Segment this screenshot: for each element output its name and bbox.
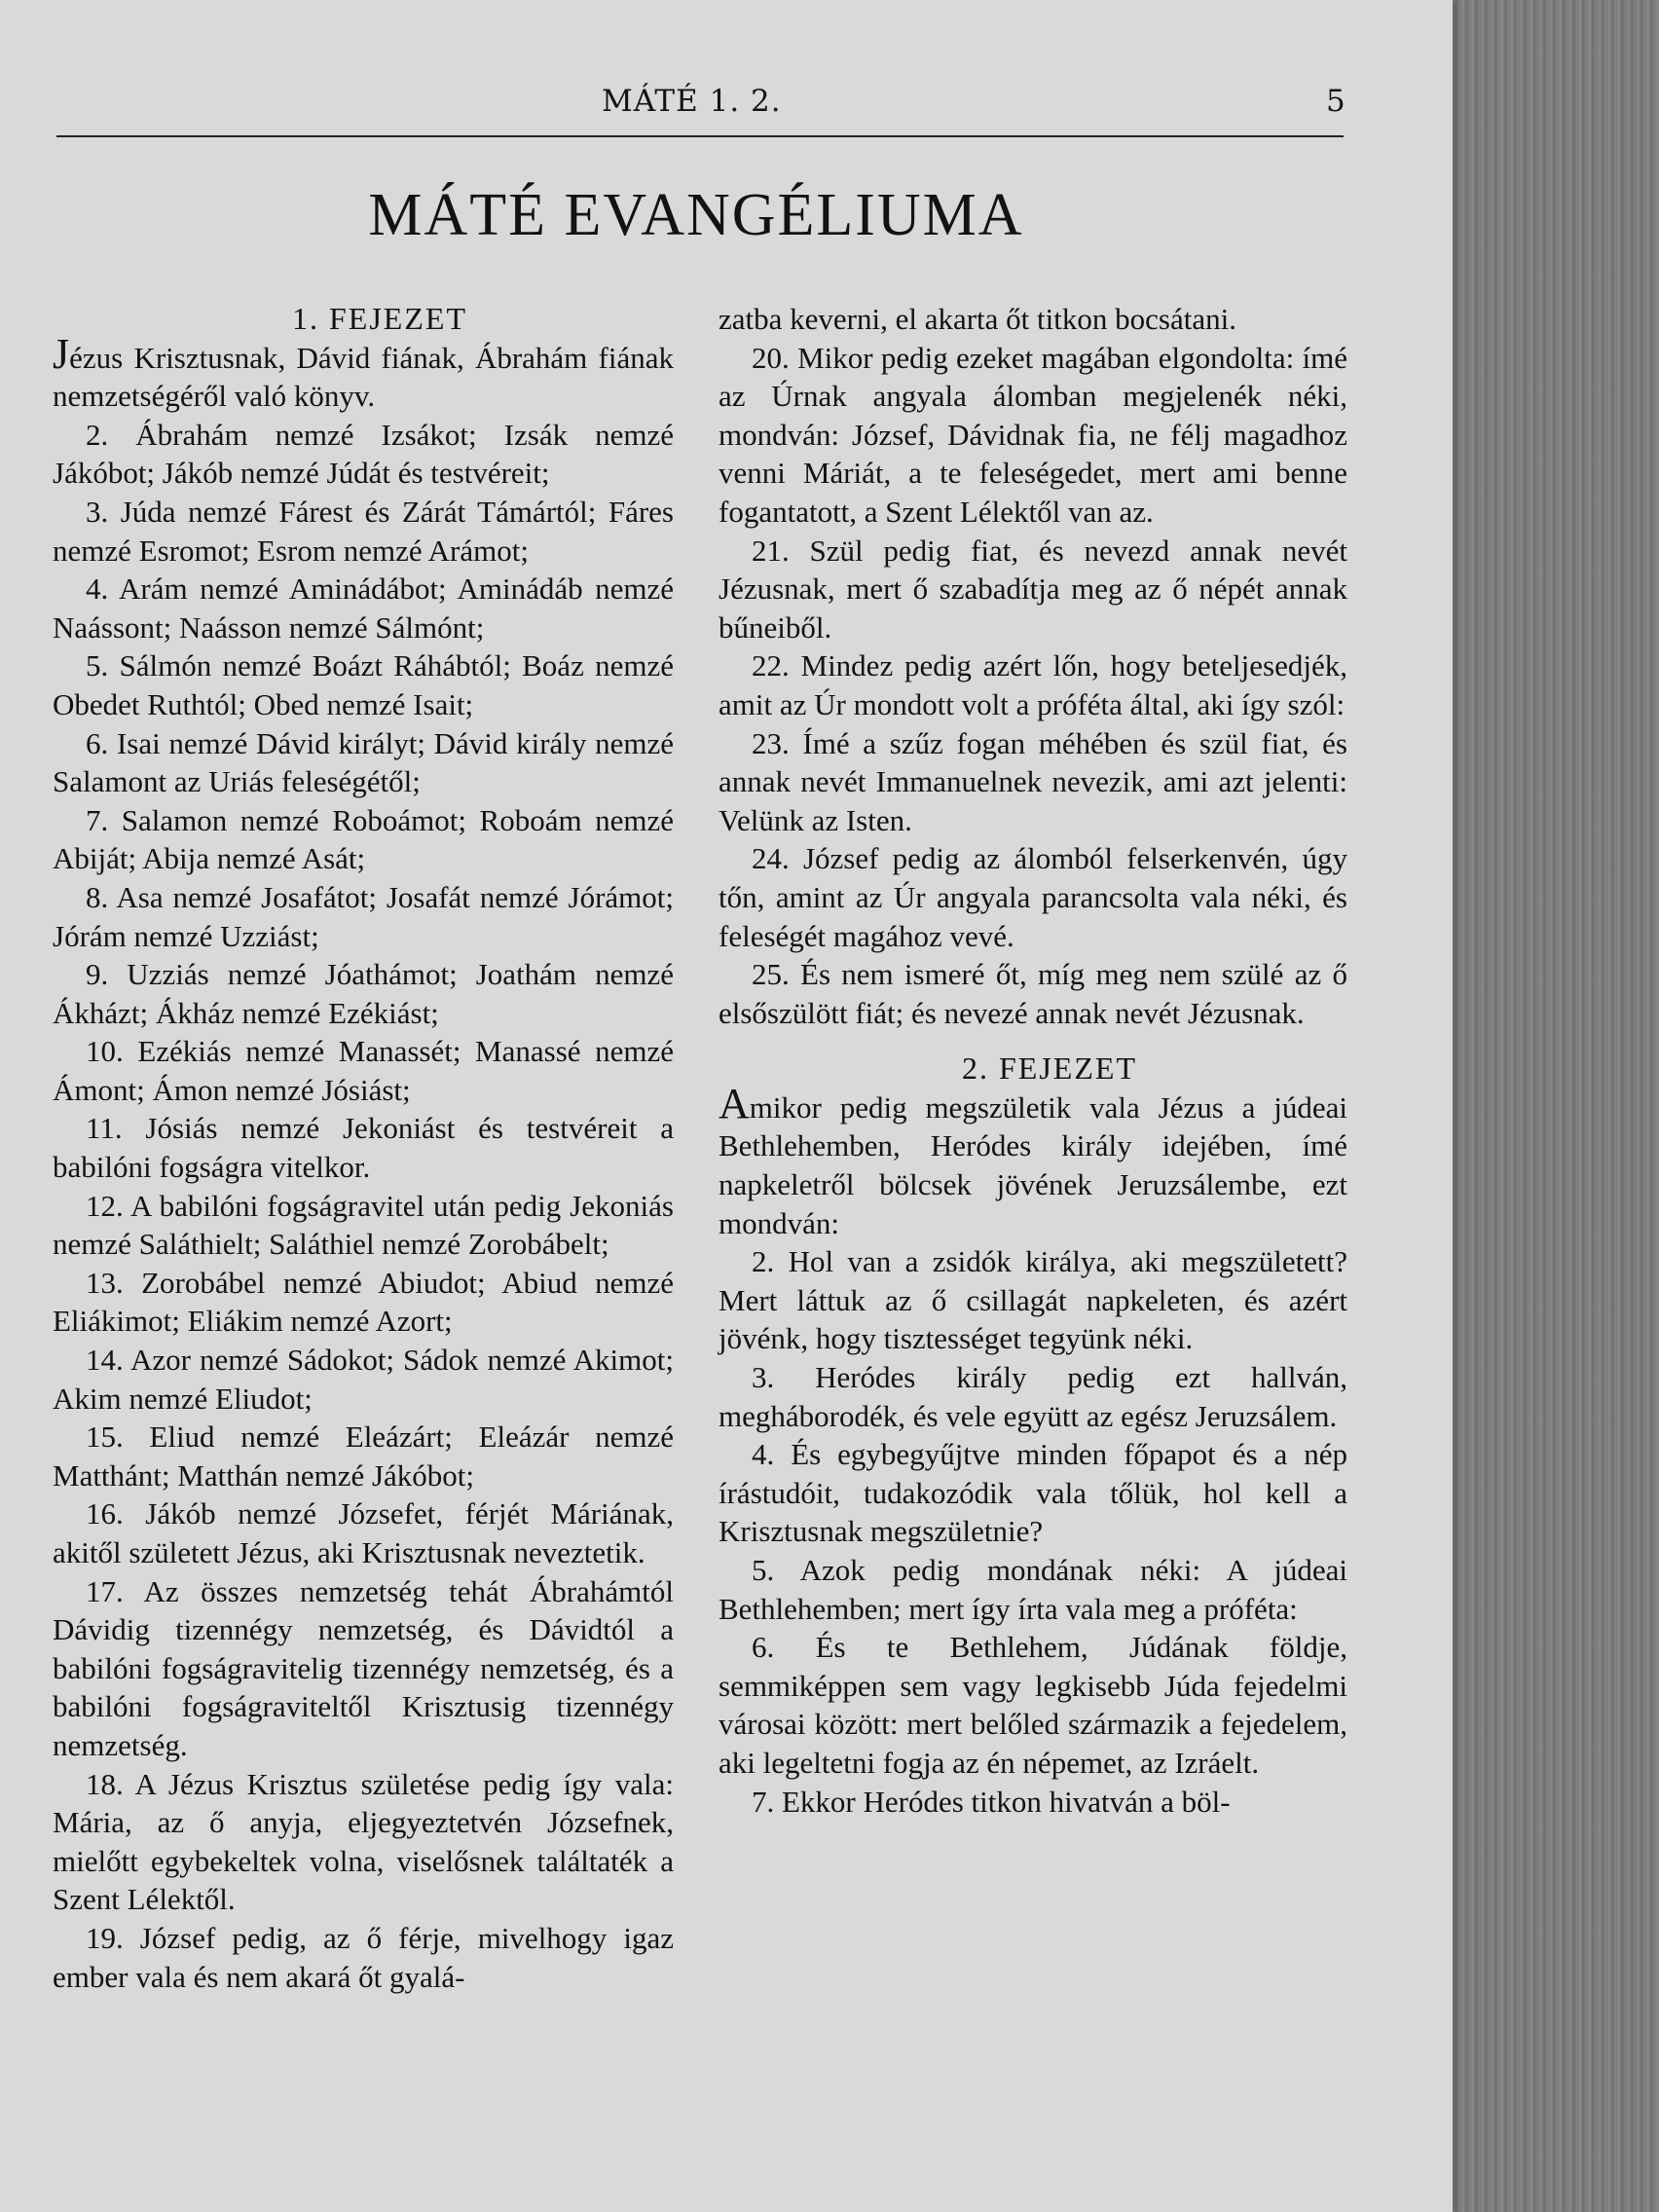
verse: 15. Eliud nemzé Eleázárt; Eleázár nemzé Matthánt; Matthán nemzé Jákóbot; bbox=[53, 1419, 674, 1493]
drop-cap: J bbox=[53, 329, 70, 378]
verse: 21. Szül pedig fiat, és nevezd annak nevét Jézusnak, mert ő szabadítja meg az ő népét annak bűneiből. bbox=[719, 533, 1347, 645]
verse: 5. Azok pedig mondának néki: A júdeai Bethlehemben; mert így írta vala meg a próféta: bbox=[719, 1553, 1347, 1626]
verse: 23. Ímé a szűz fogan méhében és szül fiat, és annak nevét Immanuelnek nevezik, ami azt jelenti: Velünk az Isten. bbox=[719, 725, 1347, 837]
verse: 6. Isai nemzé Dávid királyt; Dávid király nemzé Salamont az Uriás feleségétől; bbox=[53, 725, 674, 799]
book-title: MÁTÉ EVANGÉLIUMA bbox=[368, 182, 1024, 248]
verse: 10. Ezékiás nemzé Manassét; Manassé nemzé Ámont; Ámon nemzé Jósiást; bbox=[53, 1034, 674, 1107]
verse: 2. Ábrahám nemzé Izsákot; Izsák nemzé Jákóbot; Jákób nemzé Júdát és testvéreit; bbox=[53, 417, 674, 491]
verse: 7. Salamon nemzé Roboámot; Roboám nemzé Abiját; Abija nemzé Asát; bbox=[53, 802, 674, 876]
chapter-heading-2: 2. FEJEZET bbox=[962, 1051, 1137, 1087]
verse: 25. És nem ismeré őt, míg meg nem szülé az ő elsőszülött fiát; és nevezé annak nevét Jézusnak. bbox=[719, 957, 1347, 1030]
verse-text: mikor pedig megszületik vala Jézus a júdeai Bethlehemben, Heródes király idejében, ímé napkeletről bölcsek jövének Jeruzsálembe, ezt mondván: bbox=[719, 1089, 1347, 1240]
header-rule bbox=[56, 135, 1344, 137]
verse: 4. Arám nemzé Aminádábot; Aminádáb nemzé Naássont; Naásson nemzé Sálmónt; bbox=[53, 571, 674, 645]
verse: 20. Mikor pedig ezeket magában elgondolta: ímé az Úrnak angyala álomban megjelenék néki, mondván: József, Dávidnak fia, ne félj magadhoz venni Máriát, a te feleségedet, mert ami benne fogantatott, a Szent Lélektől van az. bbox=[719, 340, 1347, 529]
verse: 22. Mindez pedig azért lőn, hogy beteljesedjék, amit az Úr mondott volt a próféta által, aki így szól: bbox=[719, 648, 1347, 721]
verse: 17. Az összes nemzetség tehát Ábrahámtól Dávidig tizennégy nemzetség, és Dávidtól a babilóni fogságravitelig tizennégy nemzetség, és a babilóni fogságraviteltől Krisztusig tizennégy nemzetség. bbox=[53, 1573, 674, 1762]
left-column bbox=[53, 300, 674, 1996]
drop-cap: A bbox=[719, 1079, 750, 1127]
right-column bbox=[719, 300, 1347, 1821]
verse-continuation: zatba keverni, el akarta őt titkon bocsátani. bbox=[719, 302, 1236, 336]
verse: 24. József pedig az álomból felserkenvén, úgy tőn, amint az Úr angyala parancsolta vala néki, és feleségét magához vevé. bbox=[719, 841, 1347, 953]
verse-1 bbox=[53, 329, 674, 416]
verse: 16. Jákób nemzé Józsefet, férjét Máriának, akitől született Jézus, aki Krisztusnak neveztetik. bbox=[53, 1496, 674, 1569]
verse: 13. Zorobábel nemzé Abiudot; Abiud nemzé Eliákimot; Eliákim nemzé Azort; bbox=[53, 1265, 674, 1339]
verse: 5. Sálmón nemzé Boázt Ráhábtól; Boáz nemzé Obedet Ruthtól; Obed nemzé Isait; bbox=[53, 648, 674, 721]
verse: 6. És te Bethlehem, Júdának földje, semmiképpen sem vagy legkisebb Júda fejedelmi városai között: mert belőled származik a fejedelem, aki legeltetni fogja az én népemet, az Izráelt. bbox=[719, 1630, 1347, 1780]
page-number: 5 bbox=[1326, 84, 1346, 119]
verse: 18. A Jézus Krisztus születése pedig így vala: Mária, az ő anyja, eljegyeztetvén Józsefnek, mielőtt egybekeltek volna, viselősnek találtaték a Szent Lélektől. bbox=[53, 1766, 674, 1917]
verse: 14. Azor nemzé Sádokot; Sádok nemzé Akimot; Akim nemzé Eliudot; bbox=[53, 1343, 674, 1416]
verse-text: ézus Krisztusnak, Dávid fiának, Ábrahám fiának nemzetségéről való könyv. bbox=[53, 340, 674, 414]
verse: 7. Ekkor Heródes titkon hivatván a böl- bbox=[752, 1784, 1231, 1819]
background-surface bbox=[1451, 0, 1659, 2212]
verse: 3. Heródes király pedig ezt hallván, megháborodék, és vele együtt az egész Jeruzsálem. bbox=[719, 1360, 1347, 1433]
verse-1 bbox=[719, 1079, 1347, 1242]
verse: 19. József pedig, az ő férje, mivelhogy igaz ember vala és nem akará őt gyalá- bbox=[53, 1920, 674, 1994]
running-head bbox=[0, 84, 1453, 132]
verse: 2. Hol van a zsidók királya, aki megszületett? Mert láttuk az ő csillagát napkeleten, és azért jövénk, hogy tisztességet tegyünk néki. bbox=[719, 1244, 1347, 1356]
verse: 9. Uzziás nemzé Jóathámot; Joathám nemzé Ákházt; Ákház nemzé Ezékiást; bbox=[53, 957, 674, 1030]
verse: 3. Júda nemzé Fárest és Zárát Támártól; Fáres nemzé Esromot; Esrom nemzé Arámot; bbox=[53, 494, 674, 568]
chapter-heading-1: 1. FEJEZET bbox=[292, 301, 467, 336]
verse: 8. Asa nemzé Josafátot; Josafát nemzé Jórámot; Jórám nemzé Uzziást; bbox=[53, 879, 674, 953]
verse: 4. És egybegyűjtve minden főpapot és a nép írástudóit, tudakozódik vala tőlük, hol kell a Krisztusnak megszületnie? bbox=[719, 1437, 1347, 1549]
verse: 12. A babilóni fogságravitel után pedig Jekoniás nemzé Saláthielt; Saláthiel nemzé Zorobábelt; bbox=[53, 1188, 674, 1262]
verse: 11. Jósiás nemzé Jekoniást és testvéreit a babilóni fogságra vitelkor. bbox=[53, 1111, 674, 1185]
running-head-title: MÁTÉ 1. 2. bbox=[602, 84, 782, 119]
